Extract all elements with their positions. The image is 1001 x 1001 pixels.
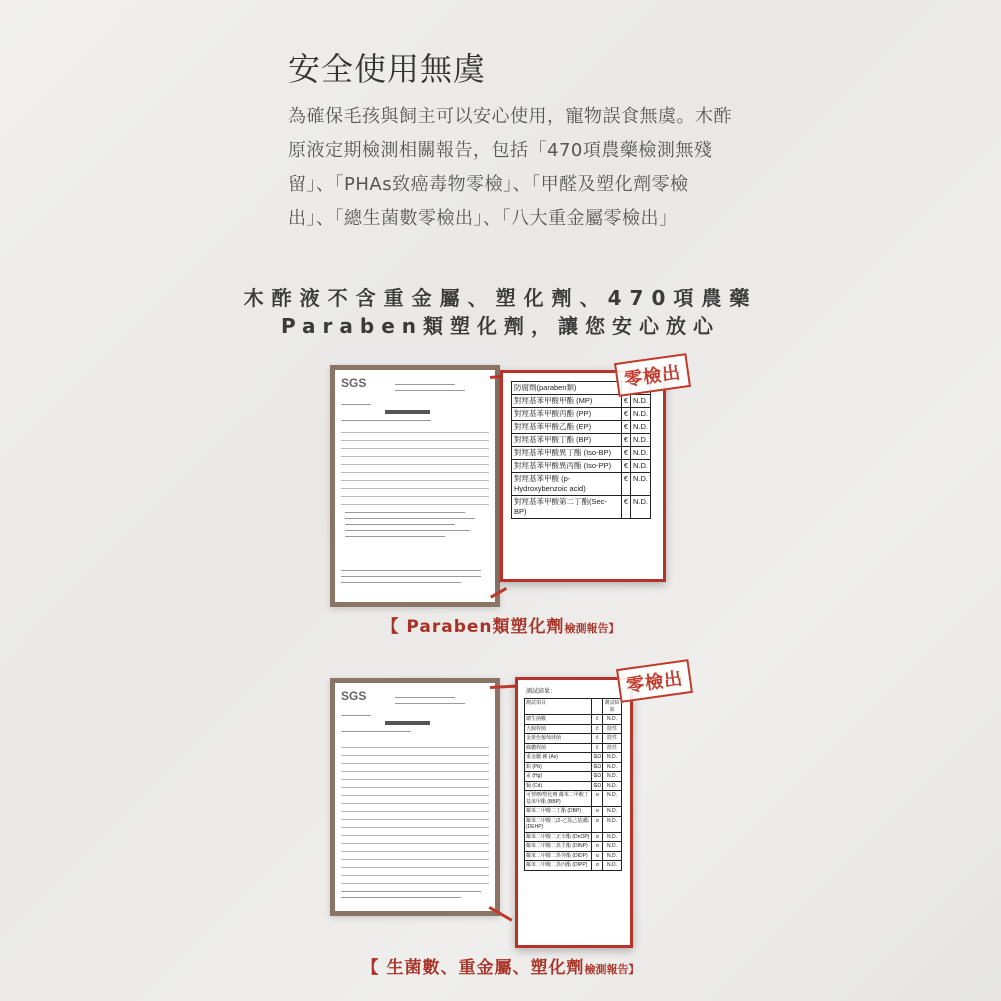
cell-name: 對羥基苯甲酸丁酯 (BP) (512, 434, 622, 447)
cell-name: 總生菌數 (525, 715, 592, 725)
cell-unit: α (592, 861, 603, 871)
table-row (525, 851, 622, 861)
table-row (512, 395, 651, 408)
cell-name: 鄰苯二甲酸二正辛酯 (DnOP) (525, 832, 592, 842)
cell-result: 陰性 (603, 724, 622, 734)
cell-result: N.D. (631, 447, 651, 460)
cell-result: N.D. (603, 762, 622, 772)
cell-unit: ₲Ω (593, 773, 602, 779)
report-document-thumbnail-2 (330, 678, 500, 916)
cell-result: N.D. (603, 807, 622, 817)
caption-paraben-report (0, 612, 1001, 637)
table-row (512, 421, 651, 434)
cell-name: 鄰苯二甲酸二丁酯 (DBP) (525, 807, 592, 817)
cell-name: 鄰苯二甲酸二(2-乙基己基)酯 (DEHP) (525, 816, 592, 832)
cell-name: 鎘 (Cd) (525, 781, 592, 791)
cell-result: N.D. (603, 715, 622, 725)
caption-title: 【 生菌數、重金屬、塑化劑 (361, 958, 585, 978)
cell-result: 陰性 (603, 734, 622, 744)
zero-detected-stamp: 零檢出 (616, 659, 693, 703)
cell-result: N.D. (603, 753, 622, 763)
cell-unit: € (621, 473, 630, 496)
table-row (525, 781, 622, 791)
microbe-metal-plasticizer-table (524, 698, 622, 871)
table-row (525, 791, 622, 807)
cell-unit: α (592, 807, 603, 817)
cell-name: 鄰苯二甲酸二異壬酯 (DINP) (525, 842, 592, 852)
cell-unit: č (592, 724, 603, 734)
caption-suffix: 檢測報告】 (584, 963, 640, 976)
cell-name: 防腐劑(paraben類) (512, 382, 622, 395)
table-row (512, 408, 651, 421)
headline-line1: 木酢液不含重金屬、塑化劑、470項農藥 (243, 286, 758, 310)
cell-result: N.D. (603, 816, 622, 832)
table-row (512, 434, 651, 447)
cell-result: N.D. (631, 421, 651, 434)
cell-name: 綠膿桿菌 (525, 743, 592, 753)
cell-unit: € (621, 447, 630, 460)
cell-unit: € (621, 395, 630, 408)
report-document-thumbnail-1 (330, 365, 500, 607)
cell-unit: č (592, 743, 603, 753)
cell-name: 重金屬 銻 (As) (525, 753, 592, 763)
caption-title: 【 Paraben類塑化劑 (381, 617, 565, 637)
caption-suffix: 檢測報告】 (564, 622, 620, 635)
table-row (525, 832, 622, 842)
cell-unit: € (621, 434, 630, 447)
cell-unit: € (621, 408, 630, 421)
table-caption: 測試結果： (526, 688, 557, 695)
cell-result: N.D. (603, 832, 622, 842)
table-row (525, 715, 622, 725)
table-header-row (525, 699, 622, 715)
table-row (525, 753, 622, 763)
cell-name: 鄰苯二甲酸二異癸酯 (DIDP) (525, 851, 592, 861)
cell-name: 對羥基苯甲酸第二丁酯(Sec-BP) (512, 496, 622, 519)
cell-unit: α (592, 832, 603, 842)
cell-result: N.D. (603, 791, 622, 807)
cell-unit: ₲Ω (593, 763, 602, 770)
cell-name: 對羥基苯甲酸異丙酯 (Iso-PP) (512, 460, 622, 473)
cell-name: 對羥基苯甲酸 (p-Hydroxybenzoic acid) (512, 473, 622, 496)
cell-name: 對羥基苯甲酸甲酯 (MP) (512, 395, 622, 408)
cell-name: 對羥基苯甲酸丙酯 (PP) (512, 408, 622, 421)
page-title: 安全使用無虞 (288, 50, 487, 88)
table-row (512, 473, 651, 496)
cell-name: 對羥基苯甲酸異丁酯 (Iso-BP) (512, 447, 622, 460)
headline-line2: Paraben類塑化劑，讓您安心放心 (280, 314, 721, 338)
table-row (512, 496, 651, 519)
cell-result: N.D. (603, 772, 622, 782)
table-row (525, 724, 622, 734)
table-row (525, 861, 622, 871)
table-row (525, 816, 622, 832)
cell-unit: € (621, 460, 630, 473)
zero-detected-stamp: 零檢出 (614, 353, 691, 397)
cell-name: 對羥基苯甲酸乙酯 (EP) (512, 421, 622, 434)
table-row (512, 460, 651, 473)
report-zoom-panel-2 (515, 677, 633, 948)
cell-result: N.D. (631, 473, 651, 496)
cell-unit: č (592, 734, 603, 744)
table-row (525, 807, 622, 817)
sgs-logo: SGS (341, 689, 367, 703)
cell-name: 鉛 (Pb) (525, 762, 592, 772)
cell-unit: ₲Ω (593, 754, 602, 760)
cell-unit: € (621, 421, 630, 434)
cell-unit (592, 699, 603, 715)
cell-name: 汞 (Hg) (525, 772, 592, 782)
cell-result: N.D. (631, 496, 651, 519)
cell-unit: α (592, 842, 603, 852)
table-row (525, 734, 622, 744)
cell-result: N.D. (603, 781, 622, 791)
cell-result: 測試結果 (604, 700, 620, 713)
cell-unit: α (592, 851, 603, 861)
cell-result: N.D. (603, 861, 622, 871)
cell-name: 大腸桿菌 (525, 724, 592, 734)
intro-paragraph: 為確保毛孩與飼主可以安心使用，寵物誤食無虞。木酢原液定期檢測相關報告，包括「470項農藥檢測無殘留」、「PHAs致癌毒物零檢」、「甲醛及塑化劑零檢出」、「總生菌數零檢出」、「八大重金屬零檢出」 (288, 106, 732, 229)
cell-unit: € (621, 496, 630, 519)
cell-result: N.D. (603, 842, 622, 852)
table-row (525, 772, 622, 782)
table-row (512, 447, 651, 460)
cell-name: 測試項目 (525, 699, 592, 715)
cell-result: 陰性 (603, 743, 622, 753)
cell-unit: č (592, 715, 603, 725)
table-row (525, 743, 622, 753)
sgs-logo: SGS (341, 376, 367, 390)
cell-result: N.D. (631, 460, 651, 473)
cell-result: N.D. (631, 408, 651, 421)
paraben-results-table (511, 381, 651, 519)
cell-result: N.D. (631, 434, 651, 447)
cell-unit: ₲Ω (593, 782, 602, 789)
cell-name: 金黃色葡萄球菌 (525, 734, 592, 744)
connector-line (490, 685, 516, 689)
cell-unit: α (592, 816, 603, 832)
report-zoom-panel-1 (500, 370, 666, 582)
cell-result: N.D. (631, 395, 651, 408)
cell-name: 鄰苯二甲酸二異丙酯 (DIPP) (525, 861, 592, 871)
table-row (525, 762, 622, 772)
cell-name: 可塑劑/塑化劑 鄰苯二甲酸丁基苯甲酯 (BBP) (525, 791, 592, 807)
cell-unit: α (592, 791, 603, 807)
cell-result: N.D. (603, 851, 622, 861)
caption-microbe-report (0, 953, 1001, 978)
table-row (525, 842, 622, 852)
